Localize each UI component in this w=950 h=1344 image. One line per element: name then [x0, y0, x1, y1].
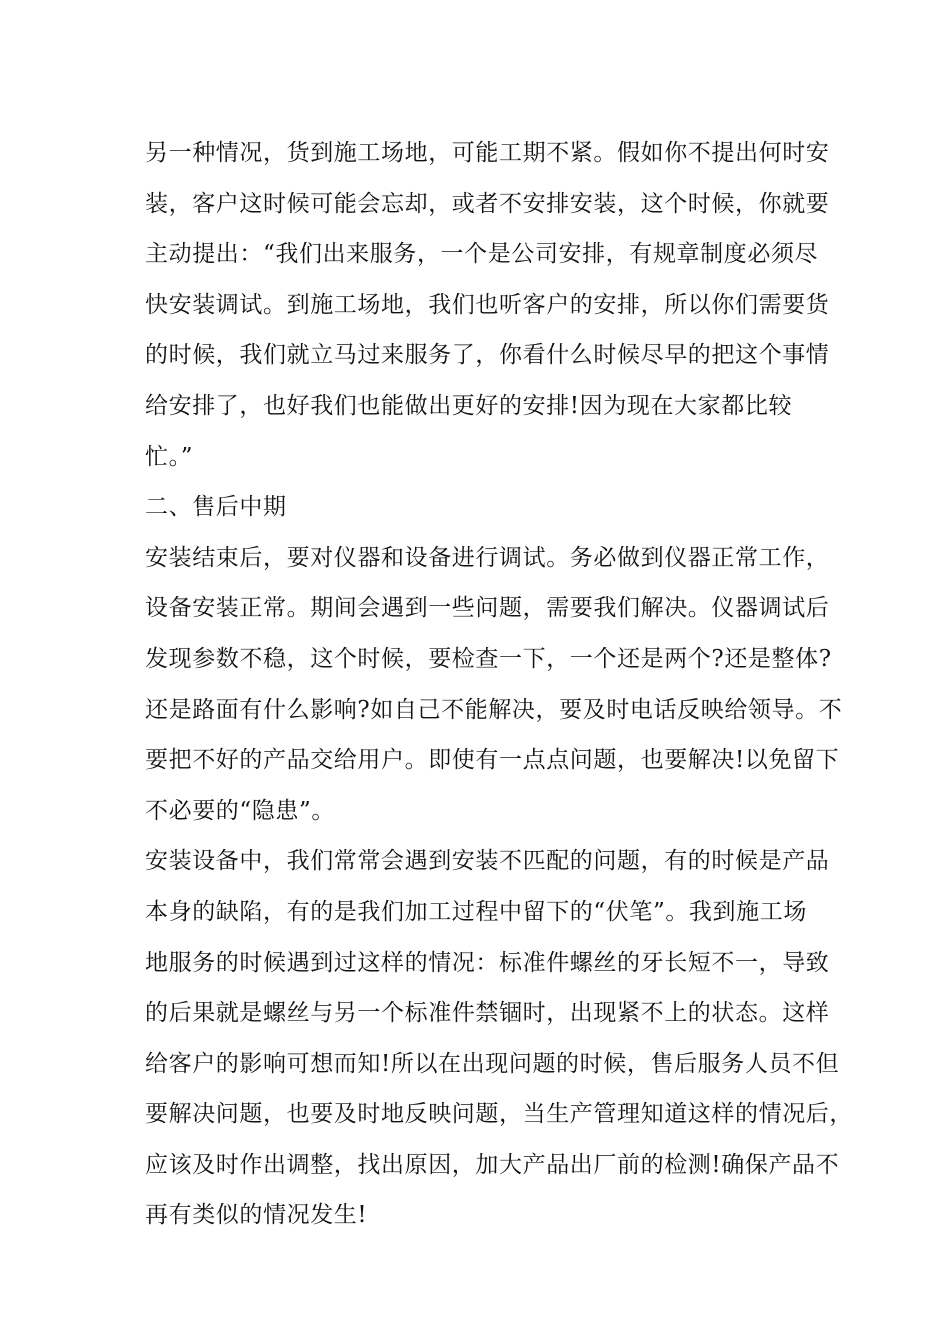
- text-line: 设备安装正常。期间会遇到一些问题，需要我们解决。仪器调试后: [145, 595, 830, 622]
- text-line: 给安排了，也好我们也能做出更好的安排!因为现在大家都比较: [145, 392, 793, 419]
- text-line: 不必要的“隐患”。: [145, 797, 335, 824]
- section-heading: 二、售后中期: [145, 494, 287, 521]
- text-line: 的时候，我们就立马过来服务了，你看什么时候尽早的把这个事情: [145, 342, 830, 369]
- text-line: 再有类似的情况发生!: [145, 1202, 368, 1229]
- document-body: [145, 128, 853, 1241]
- text-line: 安装设备中，我们常常会遇到安装不匹配的问题，有的时候是产品: [145, 848, 830, 875]
- text-line: 给客户的影响可想而知!所以在出现问题的时候，售后服务人员不但: [145, 1050, 840, 1077]
- text-line: 忙。”: [145, 443, 194, 470]
- text-line: 安装结束后，要对仪器和设备进行调试。务必做到仪器正常工作，: [145, 544, 830, 571]
- text-line: 应该及时作出调整，找出原因，加大产品出厂前的检测!确保产品不: [145, 1151, 840, 1178]
- text-line: 快安装调试。到施工场地，我们也听客户的安排，所以你们需要货: [145, 291, 830, 318]
- text-line: 的后果就是螺丝与另一个标准件禁锢时，出现紧不上的状态。这样: [145, 1000, 830, 1027]
- text-line: 地服务的时候遇到过这样的情况：标准件螺丝的牙长短不一，导致: [145, 949, 830, 976]
- text-line: 本身的缺陷，有的是我们加工过程中留下的“伏笔”。我到施工场: [145, 898, 807, 925]
- text-line: 要解决问题，也要及时地反映问题，当生产管理知道这样的情况后，: [145, 1101, 853, 1128]
- text-line: 另一种情况，货到施工场地，可能工期不紧。假如你不提出何时安: [145, 140, 830, 166]
- text-line: 主动提出：“我们出来服务，一个是公司安排，有规章制度必须尽: [145, 241, 819, 268]
- text-line: 装，客户这时候可能会忘却，或者不安排安装，这个时候，你就要: [145, 190, 830, 217]
- text-line: 要把不好的产品交给用户。即使有一点点问题，也要解决!以免留下: [145, 747, 840, 774]
- text-line: 还是路面有什么影响?如自己不能解决，要及时电话反映给领导。不: [145, 696, 843, 723]
- text-line: 发现参数不稳，这个时候，要检查一下，一个还是两个?还是整体?: [145, 645, 832, 672]
